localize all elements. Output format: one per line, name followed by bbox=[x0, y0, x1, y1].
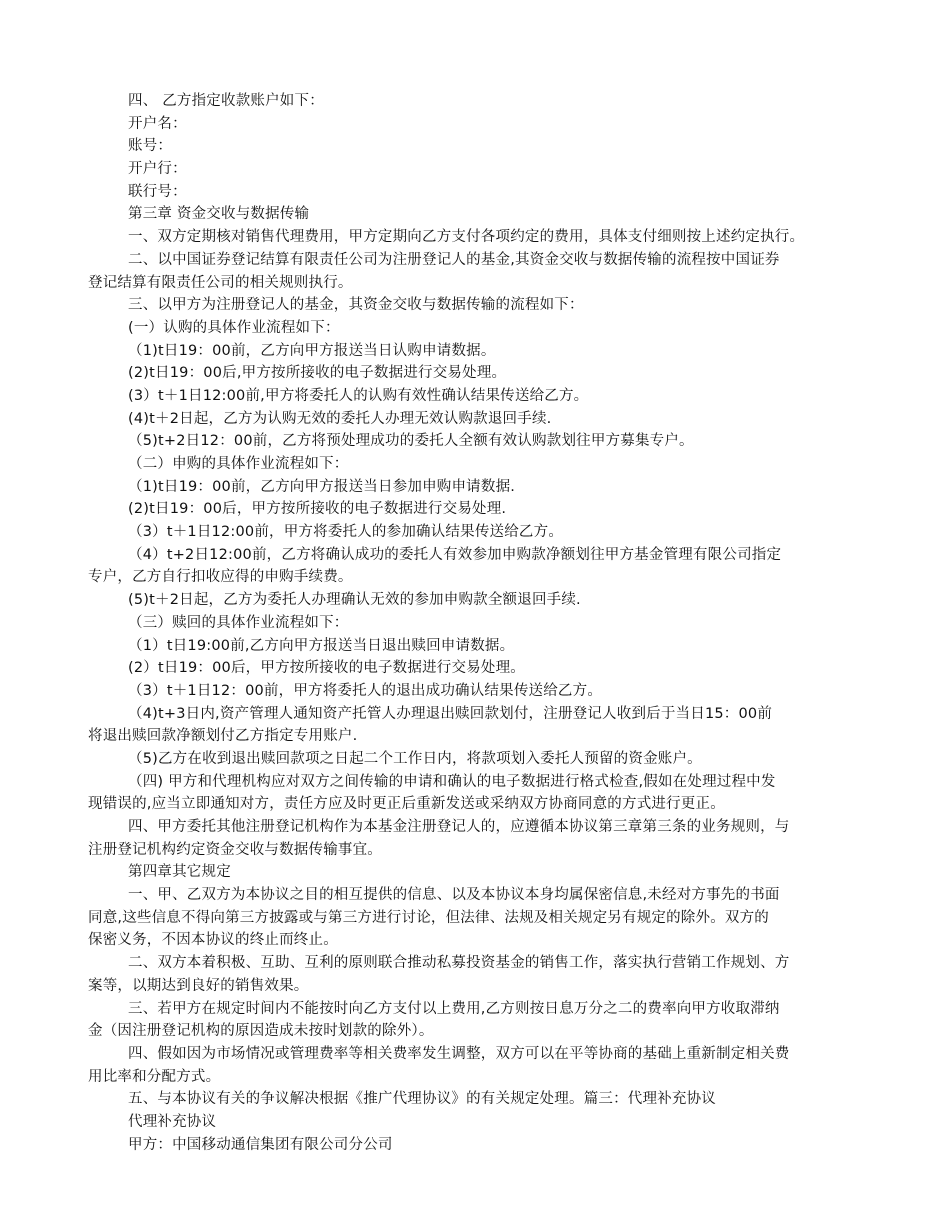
document-line: (2）t日19：00后，甲方按所接收的电子数据进行交易处理。 bbox=[128, 660, 525, 677]
document-line: 金（因注册登记机构的原因造成未按时划款的除外）。 bbox=[88, 1023, 434, 1040]
document-line: （三）赎回的具体作业流程如下： bbox=[128, 614, 349, 631]
document-line: （二）申购的具体作业流程如下： bbox=[128, 456, 349, 472]
document-line: 用比率和分配方式。 bbox=[88, 1068, 221, 1085]
document-line: 一、甲、乙双方为本协议之目的相互提供的信息、以及本协议本身均属保密信息,未经对方事先的书面 bbox=[128, 887, 780, 904]
document-line: 第三章 资金交收与数据传输 bbox=[128, 206, 310, 223]
document-line: (2)t日19：00后，甲方按所接收的电子数据进行交易处理. bbox=[128, 501, 507, 518]
document-line: （4)t+3日内,资产管理人通知资产托管人办理退出赎回款划付，注册登记人收到后于当日15：00前 bbox=[128, 705, 773, 722]
document-line: 四、假如因为市场情况或管理费率等相关费率发生调整，双方可以在平等协商的基础上重新制定相关费 bbox=[128, 1045, 790, 1062]
document-line: 开户行： bbox=[128, 161, 187, 178]
document-line: 二、以中国证券登记结算有限责任公司为注册登记人的基金,其资金交收与数据传输的流程按中国证券 bbox=[128, 251, 780, 268]
document-page bbox=[88, 90, 868, 1156]
document-line: 注册登记机构约定资金交收与数据传输事宜。 bbox=[88, 841, 382, 858]
document-line: 现错误的,应当立即通知对方，责任方应及时更正后重新发送或采纳双方协商同意的方式进行更正。 bbox=[88, 796, 725, 813]
document-line: 账号： bbox=[128, 138, 173, 155]
document-line: (5)t＋2日起，乙方为委托人办理确认无效的参加申购款全额退回手续. bbox=[128, 592, 581, 609]
document-line: （3）t＋1日12:00前，甲方将委托人的参加确认结果传送给乙方。 bbox=[128, 524, 564, 541]
document-line: 保密义务，不因本协议的终止而终止。 bbox=[88, 932, 338, 949]
document-line: (2)t日19：00后,甲方按所接收的电子数据进行交易处理。 bbox=[128, 365, 507, 382]
document-line: (3）t＋1日12:00前,甲方将委托人的认购有效性确认结果传送给乙方。 bbox=[128, 387, 589, 404]
document-line: （5)乙方在收到退出赎回款项之日起二个工作日内，将款项划入委托人预留的资金账户。 bbox=[128, 750, 702, 767]
document-line: 同意,这些信息不得向第三方披露或与第三方进行讨论，但法律、法规及相关规定另有规定的除外。双方的 bbox=[88, 909, 770, 926]
document-line: 登记结算有限责任公司的相关规则执行。 bbox=[88, 274, 353, 291]
document-line: 代理补充协议 bbox=[128, 1113, 217, 1130]
document-line: 三、以甲方为注册登记人的基金，其资金交收与数据传输的流程如下： bbox=[128, 297, 584, 314]
document-line: 五、与本协议有关的争议解决根据《推广代理协议》的有关规定处理。篇三：代理补充协议 bbox=[128, 1091, 716, 1108]
document-line: (4)t＋2日起，乙方为认购无效的委托人办理无效认购款退回手续. bbox=[128, 410, 552, 427]
document-line: 第四章其它规定 bbox=[128, 864, 231, 881]
document-line: 案等，以期达到良好的销售效果。 bbox=[88, 977, 309, 994]
document-line: （1)t日19：00前，乙方向甲方报送当日认购申请数据。 bbox=[128, 342, 496, 359]
document-line: 四、 乙方指定收款账户如下： bbox=[128, 93, 324, 109]
document-line: 一、双方定期核对销售代理费用，甲方定期向乙方支付各项约定的费用，具体支付细则按上述约定执行。 bbox=[128, 229, 805, 246]
document-line: 将退出赎回款净额划付乙方指定专用账户. bbox=[88, 728, 358, 745]
document-line: 开户名： bbox=[128, 115, 187, 132]
document-line: （四) 甲方和代理机构应对双方之间传输的申请和确认的电子数据进行格式检查,假如在处理过程中发 bbox=[128, 773, 776, 790]
document-line: 四、甲方委托其他注册登记机构作为本基金注册登记人的，应遵循本协议第三章第三条的业务规则，与 bbox=[128, 819, 790, 835]
document-line: （4）t+2日12:00前，乙方将确认成功的委托人有效参加申购款净额划往甲方基金管理有限公司指定 bbox=[128, 546, 782, 563]
document-line: （1)t日19：00前，乙方向甲方报送当日参加申购申请数据. bbox=[128, 478, 516, 495]
document-line: （3）t＋1日12：00前，甲方将委托人的退出成功确认结果传送给乙方。 bbox=[128, 682, 603, 699]
document-line: 联行号： bbox=[128, 183, 187, 200]
document-line: （5)t+2日12：00前，乙方将预处理成功的委托人全额有效认购款划往甲方募集专户。 bbox=[128, 433, 694, 450]
document-line: (一）认购的具体作业流程如下： bbox=[128, 319, 340, 336]
document-line: 二、双方本着积极、互助、互利的原则联合推动私募投资基金的销售工作，落实执行营销工作规划、方 bbox=[128, 955, 790, 972]
document-line: 甲方：中国移动通信集团有限公司分公司 bbox=[128, 1136, 393, 1153]
document-line: 专户，乙方自行扣收应得的申购手续费。 bbox=[88, 569, 353, 586]
document-line: （1）t日19:00前,乙方向甲方报送当日退出赎回申请数据。 bbox=[128, 637, 515, 654]
document-line: 三、若甲方在规定时间内不能按时向乙方支付以上费用,乙方则按日息万分之二的费率向甲方收取滞纳 bbox=[128, 1000, 780, 1017]
